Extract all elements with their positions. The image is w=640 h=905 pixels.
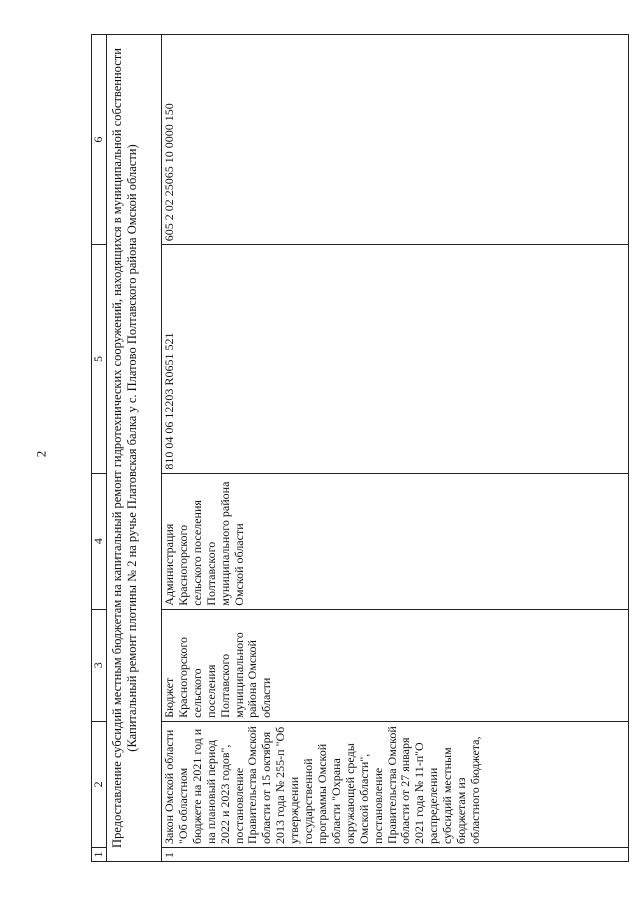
- budget-cell: Бюджет Красногорского сельского поселения Полтавского муниципального района Омской области: [162, 609, 629, 721]
- legal-basis-cell: Закон Омской области "Об областном бюджете на 2021 год и на плановый период 2022 и 2023 годов", постановление Правительства Омской области от 15 октября 2013 года № 255-п "Об утверждении государственной программы Омской области "Охрана окружающей среды Омской области", постановление Правительства Омской области от 27 января 2021 года № 11-п"О распределении субсидий местным бюджетам из областного бюджета,: [162, 721, 629, 847]
- section-title: Предоставление субсидий местным бюджетам на капитальный ремонт гидротехнических сооружений, находящихся в муниципальной собственности (Капитальный ремонт плотины № 2 на ручье Платовская балка у с. Платово Полтавского района Омской области): [107, 35, 162, 862]
- income-code-cell: 605 2 02 25065 10 0000 150: [162, 35, 629, 245]
- col-number-3: 3: [92, 609, 107, 721]
- document-table-rotated: [91, 34, 640, 862]
- col-number-2: 2: [92, 721, 107, 847]
- col-number-6: 6: [92, 35, 107, 245]
- administrator-cell: Администрация Красногорского сельского поселения Полтавского муниципального района Омской области: [162, 473, 629, 609]
- col-number-4: 4: [92, 473, 107, 609]
- column-numbers-row: [92, 35, 107, 862]
- col-number-5: 5: [92, 245, 107, 473]
- row-number: 1: [162, 847, 629, 861]
- page-number: 2: [33, 450, 49, 458]
- col-number-1: 1: [92, 847, 107, 861]
- expense-code-cell: 810 04 06 12203 R0651 521: [162, 245, 629, 473]
- section-title-row: [107, 35, 162, 862]
- table-row: [162, 35, 629, 862]
- budget-table: [91, 34, 629, 862]
